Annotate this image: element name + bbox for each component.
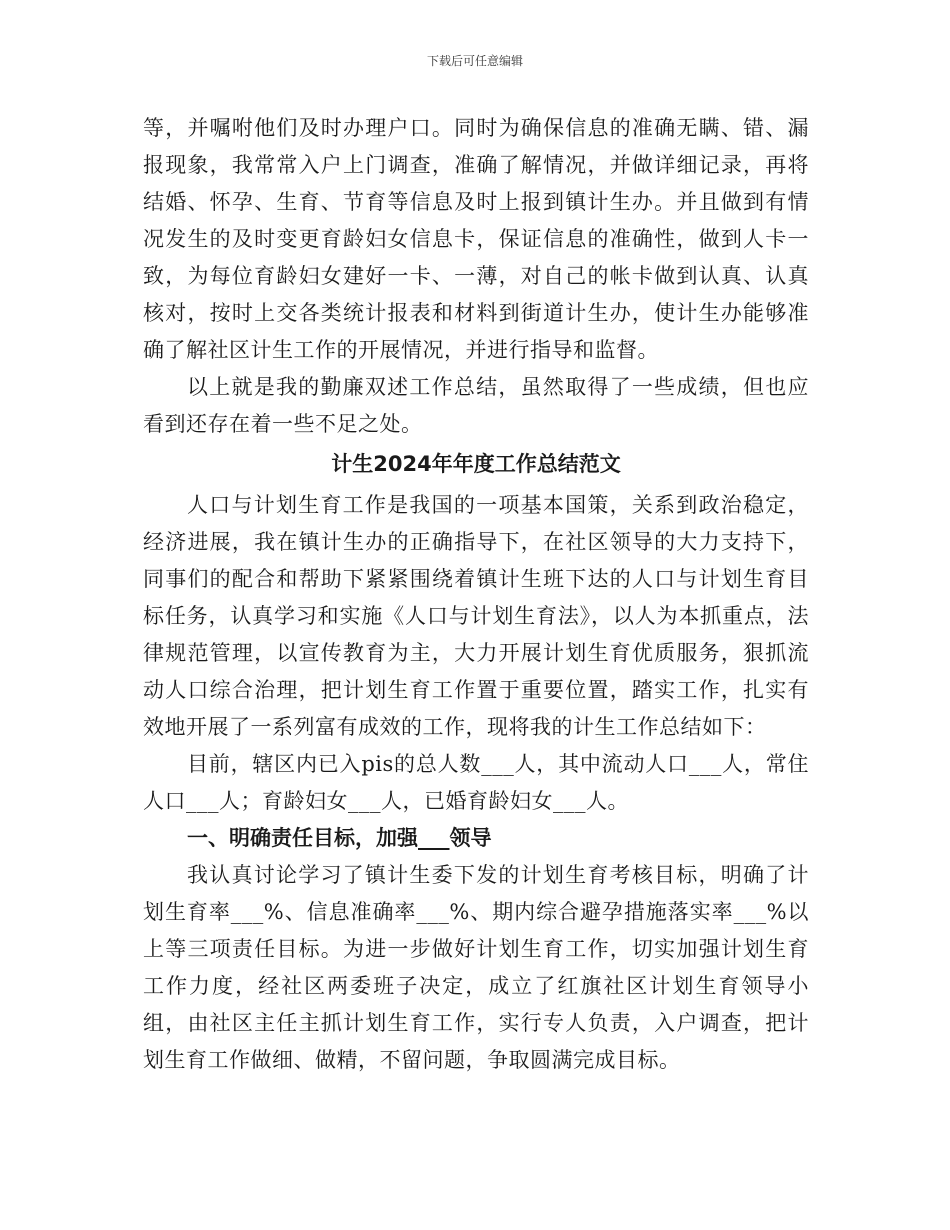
paragraph-targets: 我认真讨论学习了镇计生委下发的计划生育考核目标，明确了计划生育率___%、信息准确率___%、期内综合避孕措施落实率___%以上等三项责任目标。为进一步做好计划生育工作，切实加强计划生育工作力度，经社区两委班子决定，成立了红旗社区计划生育领导小组，由社区主任主抓计划生育工作，实行专人负责，入户调查，把计划生育工作做细、做精，不留问题，争取圆满完成目标。	[143, 863, 809, 1072]
document-title: 计生2024年年度工作总结范文	[331, 452, 621, 476]
document-body	[143, 110, 809, 1079]
paragraph-intro: 人口与计划生育工作是我国的一项基本国策，关系到政治稳定，经济进展，我在镇计生办的正确指导下，在社区领导的大力支持下，同事们的配合和帮助下紧紧围绕着镇计生班下达的人口与计划生育目标任务，认真学习和实施《人口与计划生育法》，以人为本抓重点，法律规范管理，以宣传教育为主，大力开展计划生育优质服务，狠抓流动人口综合治理，把计划生育工作置于重要位置，踏实工作，扎实有效地开展了一系列富有成效的工作，现将我的计生工作总结如下：	[143, 493, 809, 739]
paragraph-summary-end: 以上就是我的勤廉双述工作总结，虽然取得了一些成绩，但也应看到还存在着一些不足之处。	[143, 375, 809, 436]
paragraph-statistics: 目前，辖区内已入pis的总人数___人，其中流动人口___人，常住人口___人；育龄妇女___人，已婚育龄妇女___人。	[143, 752, 809, 813]
section-heading-1: 一、明确责任目标，加强___领导	[187, 826, 492, 850]
page-header-note: 下载后可任意编辑	[426, 54, 523, 68]
paragraph-continued: 等，并嘱咐他们及时办理户口。同时为确保信息的准确无瞒、错、漏报现象，我常常入户上门调查，准确了解情况，并做详细记录，再将结婚、怀孕、生育、节育等信息及时上报到镇计生办。并且做到有情况发生的及时变更育龄妇女信息卡，保证信息的准确性，做到人卡一致，为每位育龄妇女建好一卡、一薄，对自己的帐卡做到认真、认真核对，按时上交各类统计报表和材料到街道计生办，使计生办能够准确了解社区计生工作的开展情况，并进行指导和监督。	[143, 116, 809, 362]
